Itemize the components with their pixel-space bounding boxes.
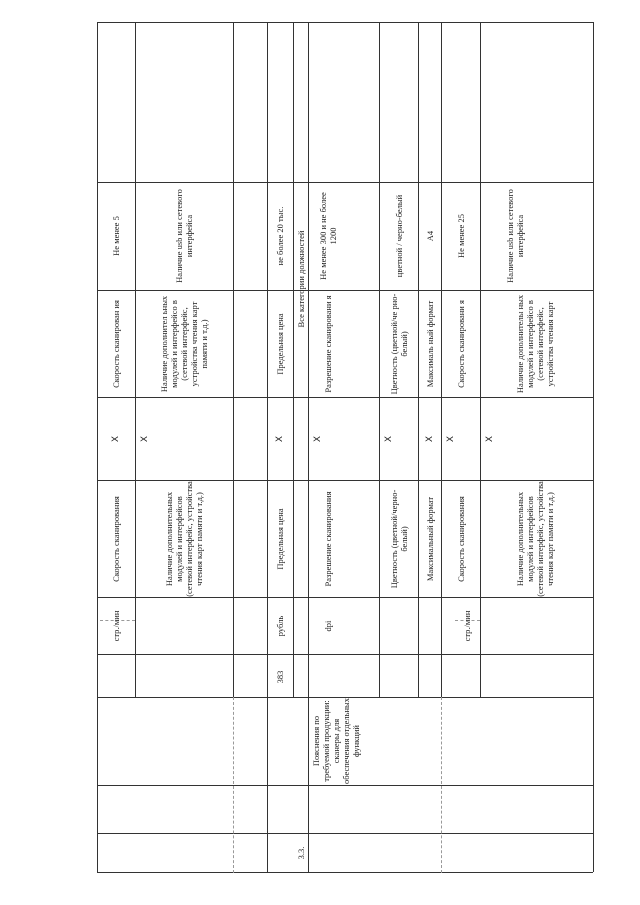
char-text: Максималь ный формат (424, 300, 435, 388)
char-text: Наличие дополнител ьных модулей и интерфейсо в (сетевой интерфейс, устройства чтения карт памяти и т.д.) (159, 295, 209, 393)
mark-cell (480, 397, 500, 481)
unit-cell (453, 597, 480, 655)
char-cell (441, 290, 480, 398)
param-cell (135, 480, 233, 598)
param-text: Наличие дополнительных модулей и интерфейсов (сетевой интерфейс, устройства чтения карт памяти и т.д.) (515, 481, 555, 597)
param-cell (267, 480, 293, 598)
value-text: Не менее 300 и не более 1200 (318, 192, 338, 280)
param-text: Наличие дополнительных модулей и интерфейсов (сетевой интерфейс, устройства чтения карт памяти и т.д.) (164, 481, 204, 597)
mark-cell (441, 397, 461, 481)
unit-text: рубль (275, 615, 285, 637)
char-text: Разрешение сканировани я (323, 295, 333, 393)
table-row (418, 22, 441, 698)
code-text: 383 (275, 670, 285, 683)
value-text: Не менее 5 (111, 216, 121, 256)
mark-text: X (485, 435, 495, 443)
value-cell (135, 182, 233, 290)
value-text: Не менее 25 (455, 214, 466, 258)
param-cell (441, 480, 480, 598)
table-row (480, 22, 593, 698)
value-cell (418, 182, 441, 290)
code-cell (267, 655, 293, 698)
char-cell (308, 290, 348, 398)
char-cell (480, 290, 590, 398)
value-cell (308, 182, 348, 290)
table-row (308, 22, 379, 698)
value-cell (267, 182, 293, 290)
mark-cell (379, 397, 399, 481)
table-row (441, 22, 480, 698)
mark-text: X (384, 435, 394, 443)
char-cell (379, 290, 418, 398)
grid-line (233, 22, 234, 698)
value-cell (441, 182, 480, 290)
value-text: Наличие usb или сетевого интерфейса (505, 189, 525, 283)
param-text: Скорость сканирования (111, 496, 121, 582)
all-categories-text: Все категории должностей (295, 230, 306, 328)
grid-line (97, 833, 593, 834)
mark-text: X (424, 435, 435, 443)
unit-cell (267, 597, 293, 655)
param-cell (418, 480, 441, 598)
value-text: Наличие usb или сетевого интерфейса (174, 189, 194, 283)
grid-line (97, 872, 593, 873)
value-cell (480, 182, 550, 290)
mark-text: X (140, 435, 150, 443)
grid-line (233, 697, 234, 873)
unit-cell (97, 597, 135, 655)
row-33-number (293, 833, 308, 873)
value-cell (379, 182, 418, 290)
unit-text: стр./мин (111, 610, 121, 642)
row-name-text: Пояснения по требуемой продукции: сканеры для обеспечения отдельных функций (310, 698, 361, 784)
char-cell (135, 290, 233, 398)
table-row (267, 22, 293, 698)
all-categories-band (293, 22, 308, 698)
mark-cell (135, 397, 155, 481)
param-text: Максимальный формат (424, 496, 435, 582)
param-cell (97, 480, 135, 598)
unit-text: стр./мин (461, 610, 472, 642)
value-text: не более 20 тыс. (275, 206, 285, 266)
char-text: Скорость сканирован ия (111, 300, 121, 388)
char-text: Наличие дополнителы ных модулей и интерфейсо в (сетевой интерфейс, устройства чтения карт (515, 294, 555, 394)
unit-text: dpi (323, 620, 333, 632)
char-cell (97, 290, 135, 398)
mark-cell (418, 397, 441, 481)
param-cell (480, 480, 590, 598)
mark-text: X (275, 435, 285, 443)
value-text: цветной / черно-белый (393, 194, 404, 278)
char-text: Скорость сканировани я (455, 300, 466, 388)
value-cell (97, 182, 135, 290)
char-text: Цветность (цветной/че рно-белый) (388, 293, 409, 395)
row-33-name (293, 697, 378, 785)
mark-text: X (111, 435, 121, 443)
char-cell (267, 290, 293, 398)
param-text: Предельная цена (275, 508, 285, 570)
param-cell (308, 480, 348, 598)
mark-text: X (446, 435, 456, 443)
grid-line (97, 785, 593, 786)
char-text: Предельная цена (275, 313, 285, 375)
mark-cell (267, 397, 293, 481)
param-text: Скорость сканирования (455, 496, 466, 582)
param-cell (379, 480, 418, 598)
grid-line (441, 697, 442, 873)
table-row (379, 22, 418, 698)
grid-line (593, 22, 594, 872)
row-number-text: 3.3. (295, 846, 306, 860)
param-text: Разрешение сканирования (323, 491, 333, 587)
table-row (135, 22, 233, 698)
mark-cell (97, 397, 135, 481)
param-text: Цветность (цветной/черно-белый) (388, 489, 409, 589)
mark-text: X (313, 435, 323, 443)
unit-cell (308, 597, 348, 655)
char-cell (418, 290, 441, 398)
mark-cell (308, 397, 328, 481)
value-text: А4 (424, 230, 435, 242)
table-row (97, 22, 135, 698)
